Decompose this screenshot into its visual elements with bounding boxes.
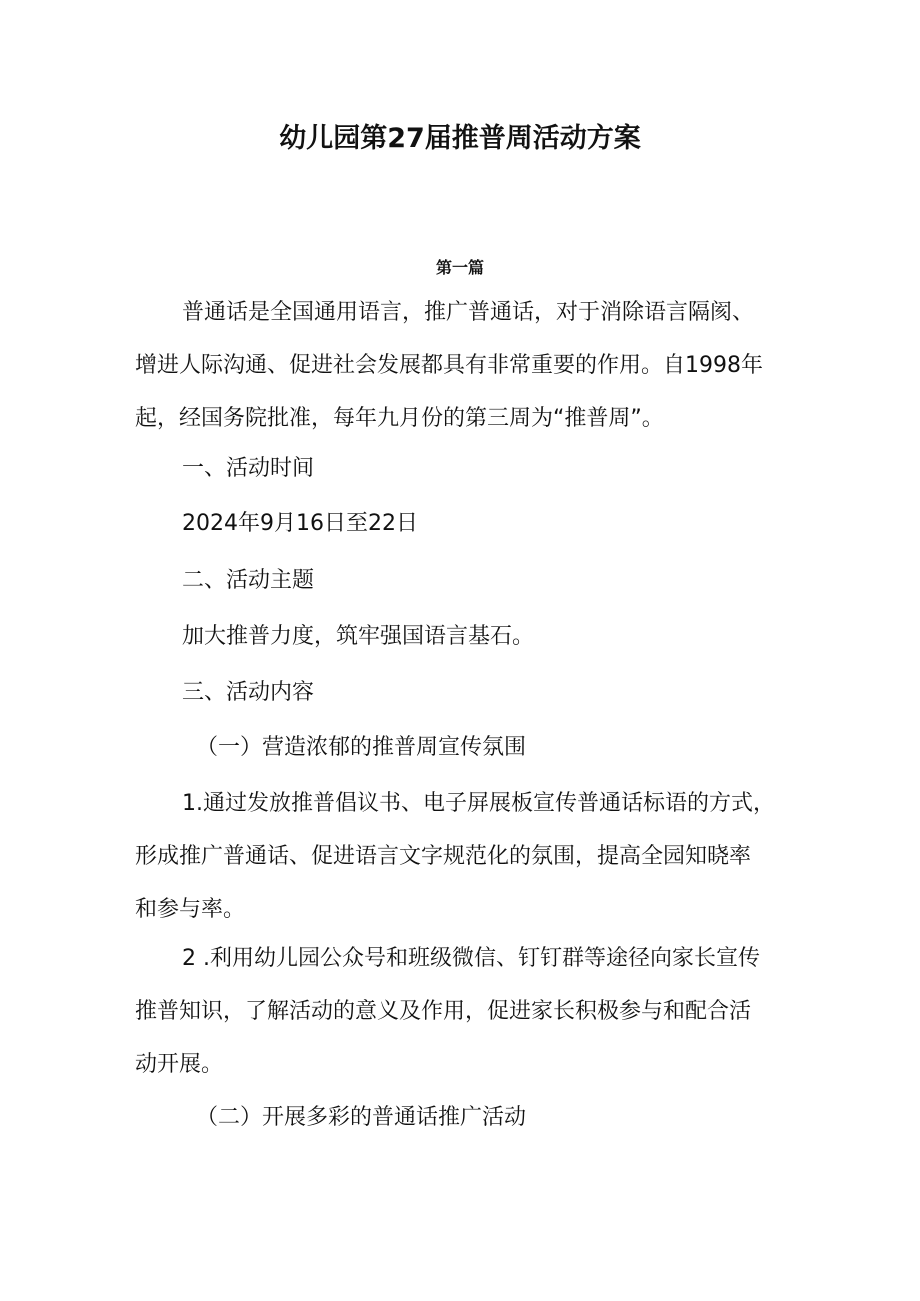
activity-theme-value: 加大推普力度，筑牢强国语言基石。	[182, 624, 535, 649]
item-2-line: 推普知识，了解活动的意义及作用，促进家长积极参与和配合活	[135, 999, 752, 1024]
subsection-2-heading: （二）开展多彩的普通话推广活动	[196, 1105, 527, 1130]
intro-line: 增进人际沟通、促进社会发展都具有非常重要的作用。自1998年	[135, 353, 763, 378]
item-2-line: 2 .利用幼儿园公众号和班级微信、钉钉群等途径向家长宣传	[182, 946, 760, 971]
activity-time-value: 2024年9月16日至22日	[182, 511, 418, 536]
item-2-line: 动开展。	[135, 1052, 224, 1077]
item-1-line: 形成推广普通话、促进语言文字规范化的氛围，提高全园知晓率	[135, 844, 752, 869]
item-1-paragraph	[135, 777, 775, 936]
document-title: 幼儿园第27届推普周活动方案	[279, 123, 641, 154]
intro-line: 普通话是全国通用语言，推广普通话，对于消除语言隔阂、	[182, 300, 755, 325]
section-label: 第一篇	[435, 258, 484, 277]
subsection-1-heading: （一）营造浓郁的推普周宣传氛围	[196, 735, 527, 760]
item-1-line: 1.通过发放推普倡议书、电子屏展板宣传普通话标语的方式，	[182, 791, 775, 816]
intro-line: 起，经国务院批准，每年九月份的第三周为“推普周”。	[135, 406, 664, 431]
item-2-paragraph	[135, 932, 760, 1091]
heading-activity-content: 三、活动内容	[182, 680, 315, 705]
heading-activity-time: 一、活动时间	[182, 456, 315, 481]
intro-paragraph	[135, 286, 763, 445]
item-1-line: 和参与率。	[135, 897, 246, 922]
heading-activity-theme: 二、活动主题	[182, 568, 315, 593]
